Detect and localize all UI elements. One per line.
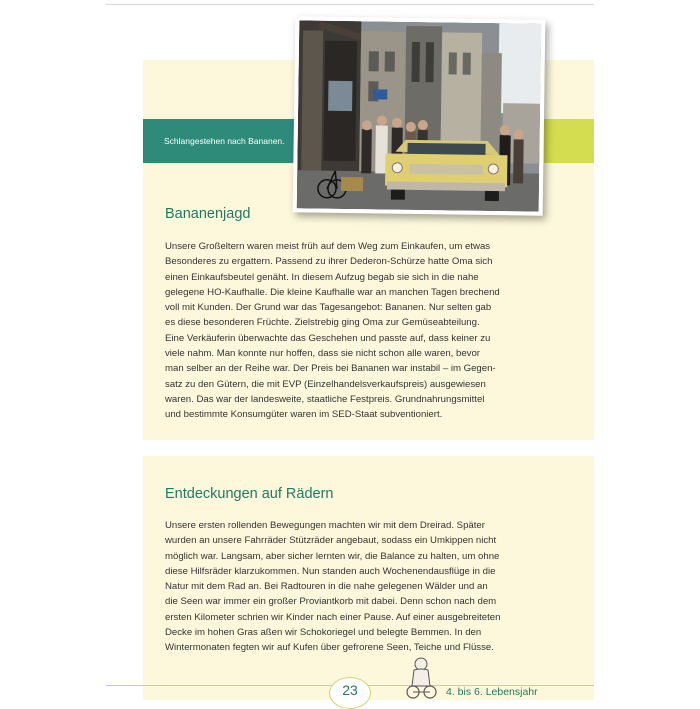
body-line: Decke im hohen Gras aßen wir Schokoriegel und belegte Bemmen. In den bbox=[165, 627, 482, 639]
body-line: und bestimmte Konsumgüter waren im SED-Staat subventioniert. bbox=[165, 409, 443, 421]
street-photo bbox=[293, 16, 546, 215]
body-line: viele nahm. Man konnte nur hoffen, dass sie nicht schon alle waren, bevor bbox=[165, 348, 481, 360]
body-line: möglich war. Langsam, aber sicher lernten wir, die Balance zu halten, um ohne bbox=[165, 550, 500, 562]
section-heading-bananenjagd: Bananenjagd bbox=[165, 206, 251, 222]
body-line: satz zu den Gütern, die mit EVP (Einzelhandelsverkaufspreis) ausgewiesen bbox=[165, 378, 486, 390]
body-line: waren. Das war der landesweite, staatliche Festpreis. Grundnahrungsmittel bbox=[165, 393, 485, 405]
body-line: die Seen war immer ein großer Proviantkorb mit dabei. Denn schon nach dem bbox=[165, 596, 497, 608]
body-line: es diese besonderen Früchte. Zielstrebig ging Oma zur Gemüseabteilung. bbox=[165, 317, 480, 329]
street-queue-photo-illustration bbox=[297, 20, 542, 211]
body-line: Besonderes zu ergattern. Passend zu ihrer Dederon-Schürze hatte Oma sich bbox=[165, 256, 493, 268]
child-figure-icon bbox=[404, 656, 438, 700]
top-divider bbox=[106, 4, 594, 5]
section-heading-raedern: Entdeckungen auf Rädern bbox=[165, 486, 334, 502]
body-line: Unsere ersten rollenden Bewegungen machten wir mit dem Dreirad. Später bbox=[165, 520, 485, 531]
body-line: diese Hilfsräder klarzukommen. Nun standen auch Wochenendausflüge in die bbox=[165, 565, 496, 577]
body-line: Natur mit dem Rad an. Bei Radtouren in die nahe gelegenen Wälder und an bbox=[165, 581, 488, 593]
photo-caption: Schlangestehen nach Bananen. bbox=[164, 136, 285, 146]
page-number: 23 bbox=[329, 677, 371, 709]
section-body-raedern bbox=[165, 518, 570, 656]
body-line: man selber an der Reihe war. Der Preis bei Bananen war instabil – im Gegen- bbox=[165, 363, 496, 375]
section-body-bananenjagd bbox=[165, 239, 570, 423]
body-line: einen Einkaufsbeutel genäht. In diesem Aufzug begab sie sich in die nahe bbox=[165, 271, 479, 283]
body-line: gelegene HO-Kaufhalle. Die kleine Kaufhalle war an manchen Tagen brechend bbox=[165, 286, 500, 298]
photo-caption-band bbox=[143, 119, 295, 163]
body-line: voll mit Kunden. Der Grund war das Tagesangebot: Bananen. Nur selten gab bbox=[165, 302, 492, 314]
body-line: Eine Verkäuferin überwachte das Geschehen und passte auf, dass keiner zu bbox=[165, 332, 491, 344]
accent-tab bbox=[544, 119, 594, 163]
body-line: ersten Kilometer schrien wir Kinder nach einer Pause. Auf einer ausgebreiteten bbox=[165, 611, 501, 623]
body-line: Unsere Großeltern waren meist früh auf dem Weg zum Einkaufen, um etwas bbox=[165, 241, 491, 252]
chapter-label: 4. bis 6. Lebensjahr bbox=[446, 686, 538, 698]
body-line: wurden an unsere Fahrräder Stützräder angebaut, sodass ein Umkippen nicht bbox=[165, 535, 497, 547]
body-line: Wintermonaten fegten wir auf Kufen über gefrorene Seen, Teiche und Flüsse. bbox=[165, 642, 494, 654]
